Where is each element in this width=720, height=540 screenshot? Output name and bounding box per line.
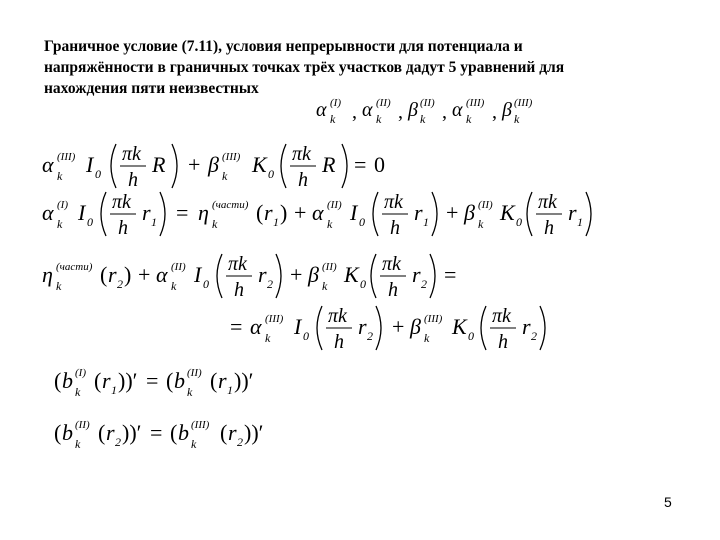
svg-text:h: h — [128, 169, 138, 191]
svg-text:,: , — [492, 101, 497, 123]
svg-text:b: b — [174, 368, 185, 393]
unknown-1-sup: (I) — [330, 97, 341, 109]
svg-text:k: k — [57, 169, 63, 183]
svg-text:(: ( — [54, 420, 62, 445]
svg-text:α: α — [156, 262, 168, 287]
svg-text:R: R — [152, 152, 166, 177]
svg-text:+: + — [138, 262, 151, 287]
svg-text:k: k — [191, 437, 197, 451]
svg-text:0: 0 — [374, 152, 385, 177]
svg-text:=: = — [354, 152, 367, 177]
equation-3a — [42, 248, 462, 304]
svg-text:,: , — [352, 101, 357, 123]
svg-text:k: k — [75, 437, 81, 451]
svg-text:r: r — [108, 262, 117, 287]
svg-text:h: h — [544, 217, 554, 239]
unknown-3-sup: (II) — [420, 97, 435, 109]
svg-text:r: r — [258, 262, 267, 287]
svg-text:(III): (III) — [265, 313, 284, 325]
svg-text:r: r — [358, 314, 367, 339]
unknown-2 — [362, 97, 403, 126]
svg-text:1: 1 — [577, 215, 583, 229]
svg-text:πk: πk — [384, 191, 403, 213]
svg-text:+: + — [188, 152, 201, 177]
svg-text:(III): (III) — [191, 419, 210, 431]
svg-text:k: k — [57, 217, 63, 231]
svg-text:r: r — [412, 262, 421, 287]
svg-text:h: h — [234, 279, 244, 301]
equation-5 — [54, 408, 354, 456]
svg-text:(: ( — [166, 368, 174, 393]
equation-2 — [42, 186, 602, 242]
svg-text:))′: ))′ — [244, 420, 264, 445]
unknown-1-sub: k — [330, 112, 336, 126]
intro-text — [44, 36, 664, 99]
svg-text:K: K — [252, 152, 267, 177]
unknown-4-sup: (III) — [466, 97, 485, 109]
svg-text:0: 0 — [468, 329, 474, 343]
unknowns-list — [316, 96, 566, 128]
unknown-1-symbol: α — [316, 99, 327, 121]
svg-text:1: 1 — [423, 215, 429, 229]
svg-text:))′: ))′ — [118, 368, 138, 393]
page-number: 5 — [664, 494, 672, 510]
svg-text:πk: πk — [328, 305, 347, 327]
svg-text:=: = — [176, 200, 189, 225]
svg-text:b: b — [62, 368, 73, 393]
unknown-5-sub: k — [514, 112, 520, 126]
svg-text:0: 0 — [87, 215, 93, 229]
equation-4-formula — [54, 356, 314, 404]
svg-text:r: r — [102, 368, 111, 393]
svg-text:b: b — [178, 420, 189, 445]
svg-text:α: α — [312, 200, 324, 225]
svg-text:β: β — [308, 262, 319, 287]
svg-text:r: r — [142, 200, 151, 225]
svg-text:r: r — [264, 200, 273, 225]
svg-text:=: = — [444, 262, 457, 287]
svg-text:r: r — [414, 200, 423, 225]
equation-3b — [230, 300, 570, 356]
svg-text:2: 2 — [367, 329, 373, 343]
svg-text:(III): (III) — [57, 151, 76, 163]
equation-5-formula — [54, 408, 354, 456]
svg-text:2: 2 — [117, 277, 123, 291]
svg-text:(III): (III) — [424, 313, 443, 325]
unknown-2-symbol: α — [362, 99, 373, 121]
svg-text:k: k — [56, 279, 62, 293]
svg-text:(: ( — [98, 420, 106, 445]
svg-text:β: β — [208, 152, 219, 177]
svg-text:=: = — [150, 420, 163, 445]
svg-text:η: η — [42, 262, 53, 287]
svg-text:1: 1 — [273, 215, 279, 229]
svg-text:I: I — [194, 262, 202, 287]
svg-text:I: I — [78, 200, 86, 225]
svg-text:h: h — [298, 169, 308, 191]
unknown-5 — [501, 97, 533, 126]
svg-text:α: α — [42, 200, 54, 225]
svg-text:(: ( — [100, 262, 108, 287]
svg-text:I: I — [86, 152, 94, 177]
svg-text:k: k — [265, 331, 271, 345]
svg-text:R: R — [322, 152, 336, 177]
svg-text:(II): (II) — [478, 199, 493, 211]
svg-text:(II): (II) — [322, 261, 337, 273]
svg-text:(: ( — [256, 200, 264, 225]
svg-text:(I): (I) — [75, 367, 86, 379]
unknown-5-sup: (III) — [514, 97, 533, 109]
unknowns-formula — [316, 96, 566, 128]
svg-text:0: 0 — [360, 277, 366, 291]
svg-text:h: h — [390, 217, 400, 239]
svg-text:(II): (II) — [187, 367, 202, 379]
svg-text:πk: πk — [538, 191, 557, 213]
unknown-4-symbol: α — [452, 99, 463, 121]
svg-text:): ) — [280, 200, 288, 225]
svg-text:2: 2 — [115, 435, 121, 449]
equation-3b-formula — [230, 300, 570, 356]
svg-text:I: I — [294, 314, 302, 339]
svg-text:r: r — [106, 420, 115, 445]
svg-text:2: 2 — [267, 277, 273, 291]
svg-text:β: β — [464, 200, 475, 225]
unknown-3-symbol: β — [408, 99, 418, 121]
svg-text:πk: πk — [112, 191, 131, 213]
svg-text:(II): (II) — [171, 261, 186, 273]
svg-text:0: 0 — [268, 167, 274, 181]
svg-text:η: η — [198, 200, 209, 225]
svg-text:=: = — [230, 314, 243, 339]
svg-text:πk: πk — [292, 143, 311, 165]
svg-text:k: k — [222, 169, 228, 183]
unknown-2-sub: k — [376, 112, 382, 126]
svg-text:r: r — [522, 314, 531, 339]
unknown-2-sup: (II) — [376, 97, 391, 109]
svg-text:h: h — [334, 331, 344, 353]
svg-text:=: = — [146, 368, 159, 393]
unknown-5-symbol: β — [502, 99, 512, 121]
svg-text:))′: ))′ — [234, 368, 254, 393]
svg-text:+: + — [290, 262, 303, 287]
intro-line-3: нахождения пяти неизвестных — [44, 80, 259, 97]
unknown-4 — [452, 97, 497, 126]
equation-4 — [54, 356, 314, 404]
unknown-3 — [407, 97, 447, 126]
svg-text:(: ( — [54, 368, 62, 393]
svg-text:h: h — [498, 331, 508, 353]
svg-text:(: ( — [210, 368, 218, 393]
unknown-1 — [316, 97, 357, 126]
svg-text:h: h — [118, 217, 128, 239]
svg-text:2: 2 — [237, 435, 243, 449]
svg-text:k: k — [171, 279, 177, 293]
svg-text:β: β — [410, 314, 421, 339]
svg-text:2: 2 — [531, 329, 537, 343]
svg-text:α: α — [250, 314, 262, 339]
svg-text:,: , — [442, 101, 447, 123]
svg-text:2: 2 — [421, 277, 427, 291]
svg-text:+: + — [446, 200, 459, 225]
svg-text:0: 0 — [516, 215, 522, 229]
equation-2-formula — [42, 186, 602, 242]
intro-line-1: Граничное условие (7.11), условия непрерывности для потенциала и — [44, 38, 523, 55]
svg-text:(: ( — [220, 420, 228, 445]
svg-text:0: 0 — [203, 277, 209, 291]
intro-line-2: напряжённости в граничных точках трёх участков дадут 5 уравнений для — [44, 59, 565, 76]
svg-text:1: 1 — [227, 383, 233, 397]
svg-text:))′: ))′ — [122, 420, 142, 445]
svg-text:0: 0 — [95, 167, 101, 181]
svg-text:0: 0 — [359, 215, 365, 229]
svg-text:+: + — [392, 314, 405, 339]
svg-text:k: k — [322, 279, 328, 293]
svg-text:πk: πk — [228, 253, 247, 275]
svg-text:K: K — [500, 200, 515, 225]
svg-text:1: 1 — [111, 383, 117, 397]
svg-text:πk: πk — [492, 305, 511, 327]
svg-text:b: b — [62, 420, 73, 445]
svg-text:r: r — [568, 200, 577, 225]
svg-text:K: K — [344, 262, 359, 287]
unknown-3-sub: k — [420, 112, 426, 126]
svg-text:(III): (III) — [222, 151, 241, 163]
svg-text:h: h — [388, 279, 398, 301]
svg-text:(II): (II) — [327, 199, 342, 211]
svg-text:(I): (I) — [57, 199, 68, 211]
svg-text:(: ( — [94, 368, 102, 393]
svg-text:(части): (части) — [212, 199, 249, 211]
svg-text:k: k — [478, 217, 484, 231]
svg-text:k: k — [424, 331, 430, 345]
svg-text:α: α — [42, 152, 54, 177]
svg-text:k: k — [75, 385, 81, 399]
svg-text:+: + — [294, 200, 307, 225]
svg-text:r: r — [218, 368, 227, 393]
svg-text:(II): (II) — [75, 419, 90, 431]
svg-text:k: k — [212, 217, 218, 231]
svg-text:K: K — [452, 314, 467, 339]
svg-text:0: 0 — [303, 329, 309, 343]
svg-text:r: r — [228, 420, 237, 445]
svg-text:πk: πk — [122, 143, 141, 165]
svg-text:1: 1 — [151, 215, 157, 229]
svg-text:πk: πk — [382, 253, 401, 275]
svg-text:(: ( — [170, 420, 178, 445]
svg-text:(части): (части) — [56, 261, 93, 273]
svg-text:): ) — [124, 262, 132, 287]
unknown-4-sub: k — [466, 112, 472, 126]
equation-3a-formula — [42, 248, 462, 304]
svg-text:k: k — [327, 217, 333, 231]
svg-text:,: , — [398, 101, 403, 123]
svg-text:k: k — [187, 385, 193, 399]
svg-text:I: I — [350, 200, 358, 225]
